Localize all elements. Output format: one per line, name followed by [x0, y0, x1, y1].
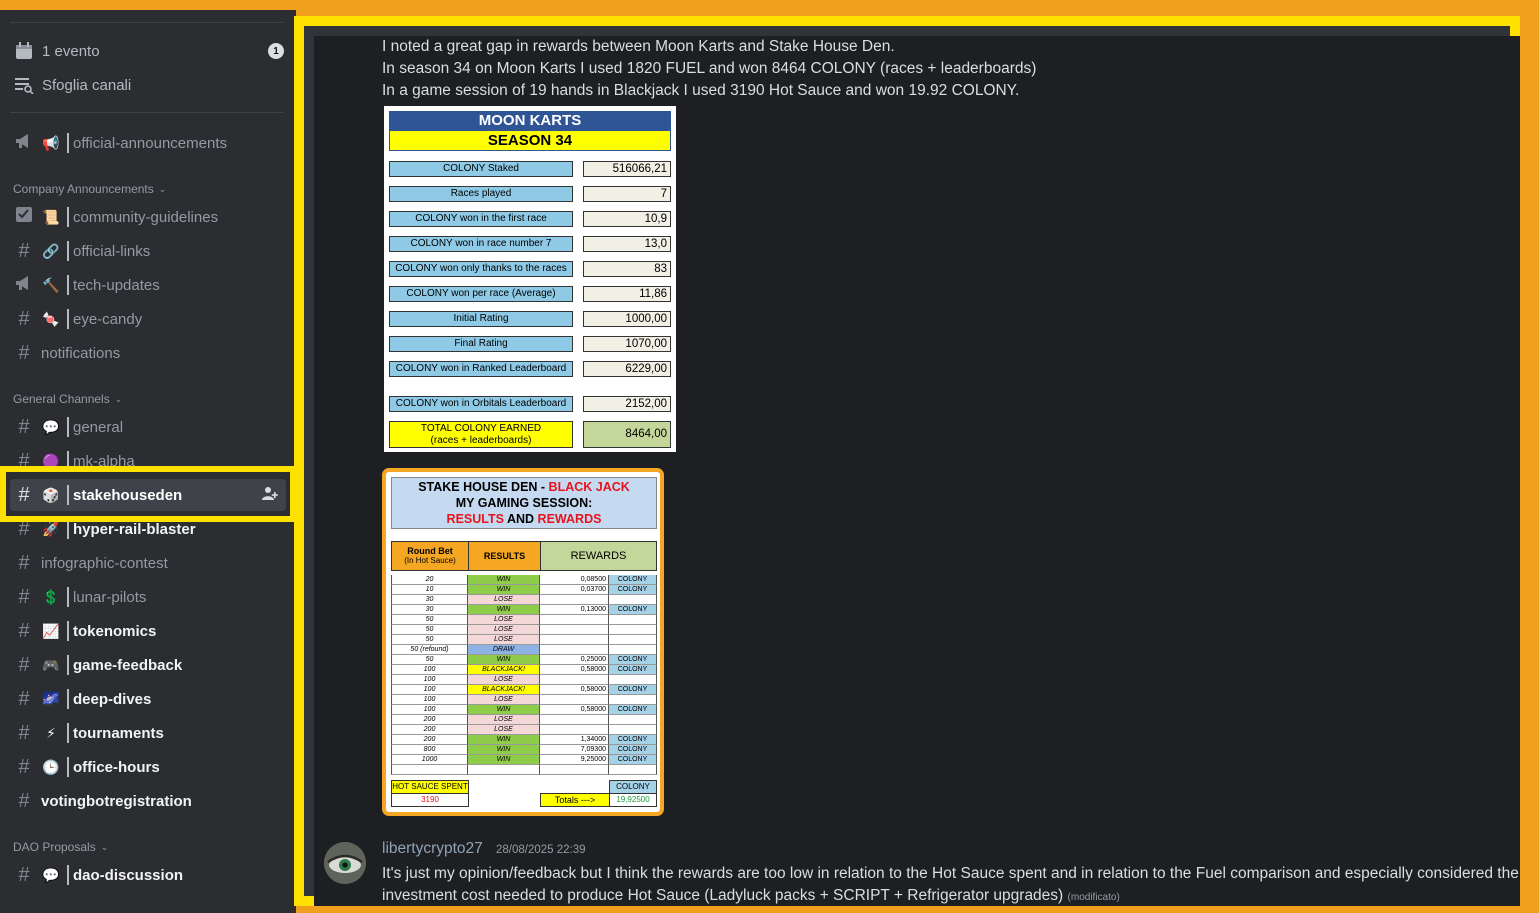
channel-name: tournaments — [73, 724, 164, 742]
channel-name: infographic-contest — [41, 554, 168, 572]
sh-cell-result: WIN — [468, 655, 540, 665]
separator-bar — [67, 241, 69, 261]
sh-cell-result: LOSE — [468, 725, 540, 735]
sh-cell-result: WIN — [468, 745, 540, 755]
channel-official-links[interactable] — [10, 235, 286, 267]
mk-row-value: 7 — [583, 186, 671, 202]
browse-channels-item[interactable] — [14, 71, 284, 99]
table-row — [391, 665, 657, 675]
separator-bar — [67, 133, 69, 153]
sh-header-line1 — [392, 479, 656, 495]
sh-cell-reward: 7,09300 — [540, 745, 609, 755]
channel-tokenomics[interactable] — [10, 615, 286, 647]
sh-cell-reward: 0,58000 — [540, 685, 609, 695]
calendar-icon — [14, 41, 34, 61]
sh-cell-result: LOSE — [468, 615, 540, 625]
sh-cell-result: WIN — [468, 705, 540, 715]
channel-emoji: 🔨 — [42, 276, 60, 293]
sh-cell-currency: COLONY — [609, 745, 657, 755]
events-item[interactable] — [14, 37, 284, 65]
sh-cell-result: WIN — [468, 605, 540, 615]
sh-cell-bet: 10 — [391, 585, 468, 595]
sh-cell-currency — [609, 625, 657, 635]
sh-cell-currency — [609, 695, 657, 705]
sh-cell-result: WIN — [468, 755, 540, 765]
sh-cell-result: WIN — [468, 585, 540, 595]
sh-cell-reward — [540, 695, 609, 705]
hash-icon: # — [18, 483, 30, 506]
sh-cell-currency: COLONY — [609, 735, 657, 745]
sh-cell-bet: 100 — [391, 685, 468, 695]
table-row — [391, 725, 657, 735]
mk-row-label: COLONY won in Ranked Leaderboard — [389, 361, 573, 377]
mk-row-value: 83 — [583, 261, 671, 277]
chevron-down-icon: ⌄ — [100, 841, 109, 852]
sh-cell-bet: 800 — [391, 745, 468, 755]
sh-cell-reward — [540, 675, 609, 685]
table-row — [391, 745, 657, 755]
browse-channels-label: Sfoglia canali — [42, 76, 132, 94]
channel-emoji: 🎲 — [42, 486, 60, 503]
separator-bar — [67, 519, 69, 539]
table-row — [391, 645, 657, 655]
sh-cell-bet: 50 (refound) — [391, 645, 468, 655]
edited-tag: (modificato) — [1067, 892, 1120, 903]
message-line: It's just my opinion/feedback but I think the rewards are too low in relation to the Hot Sauce spent and in relation to the Fuel comparison and especially considered the — [382, 865, 1519, 882]
sh-cell-bet: 50 — [391, 635, 468, 645]
sh-cell-currency: COLONY — [609, 585, 657, 595]
sh-cell-bet: 30 — [391, 595, 468, 605]
table-row — [391, 595, 657, 605]
channel-deep-dives[interactable] — [10, 683, 286, 715]
hash-icon: # — [18, 653, 30, 676]
sh-cell-currency — [609, 725, 657, 735]
channel-name: dao-discussion — [73, 866, 184, 884]
sh-cell-bet: 200 — [391, 725, 468, 735]
channel-emoji: 📢 — [42, 134, 60, 151]
mk-row-value: 11,86 — [583, 286, 671, 302]
mk-row-value: 1070,00 — [583, 336, 671, 352]
sh-cell-reward: 0,03700 — [540, 585, 609, 595]
mk-row-value: 10,9 — [583, 211, 671, 227]
selected-channel-highlight — [0, 466, 296, 522]
sh-cell-bet: 100 — [391, 675, 468, 685]
channel-name: votingbotregistration — [41, 792, 192, 810]
sh-cell-reward: 0,58000 — [540, 665, 609, 675]
channel-name: tokenomics — [73, 622, 157, 640]
channel-sidebar — [0, 10, 296, 913]
sh-totals-currency: COLONY — [609, 780, 657, 794]
sh-col-bet-line1: Round Bet — [407, 546, 453, 556]
channel-name: notifications — [41, 344, 121, 362]
sh-cell-currency — [609, 615, 657, 625]
channel-name: eye-candy — [73, 310, 143, 328]
separator-bar — [67, 757, 69, 777]
separator-bar — [67, 723, 69, 743]
sh-cell-result: LOSE — [468, 625, 540, 635]
sh-cell-currency — [609, 645, 657, 655]
table-row — [391, 695, 657, 705]
sh-cell-result: LOSE — [468, 715, 540, 725]
sh-cell-currency — [609, 715, 657, 725]
separator-bar — [67, 655, 69, 675]
mk-row-label: COLONY Staked — [389, 161, 573, 177]
sh-cell-reward — [540, 645, 609, 655]
sidebar-divider — [10, 22, 284, 23]
channel-dao-discussion[interactable] — [10, 859, 286, 891]
sh-cell-reward: 9,25000 — [540, 755, 609, 765]
stake-house-session-image[interactable] — [382, 468, 664, 816]
sh-cell-currency — [609, 595, 657, 605]
sh-cell-reward: 0,25000 — [540, 655, 609, 665]
sh-header — [391, 477, 657, 529]
mk-row-label: COLONY won per race (Average) — [389, 286, 573, 302]
channel-name: office-hours — [73, 758, 160, 776]
sh-cell-reward — [540, 725, 609, 735]
channel-eye-candy[interactable] — [10, 303, 286, 335]
sh-cell-reward — [540, 635, 609, 645]
browse-list-icon — [14, 75, 34, 95]
sh-cell-reward — [540, 615, 609, 625]
category-company-announcements[interactable] — [13, 180, 166, 198]
chat-area — [314, 36, 1520, 906]
hash-icon: # — [18, 449, 30, 472]
message-line: I noted a great gap in rewards between Moon Karts and Stake House Den. — [382, 38, 895, 55]
sh-cell-currency: COLONY — [609, 665, 657, 675]
hash-icon: # — [18, 239, 30, 262]
mk-total-label-line1: TOTAL COLONY EARNED — [420, 423, 542, 434]
sh-header-line2: MY GAMING SESSION: — [455, 496, 593, 510]
sh-cell-bet: 200 — [391, 735, 468, 745]
sh-cell-result: WIN — [468, 575, 540, 585]
sh-cell-reward — [540, 765, 609, 775]
channel-emoji: 🟣 — [42, 452, 60, 469]
sh-cell-currency: COLONY — [609, 605, 657, 615]
message-line-text: investment cost needed to produce Hot Sauce (Ladyluck packs + SCRIPT + Refrigerator upgrades) — [382, 887, 1064, 904]
message-timestamp: 28/08/2025 22:39 — [496, 844, 586, 856]
channel-game-feedback[interactable] — [10, 649, 286, 681]
sh-cell-result: BLACKJACK! — [468, 665, 540, 675]
sh-cell-bet: 100 — [391, 705, 468, 715]
mk-total-value: 8464,00 — [583, 421, 671, 448]
message-line — [382, 885, 1120, 906]
channel-emoji: 🎮 — [42, 656, 60, 673]
events-label: 1 evento — [42, 42, 100, 60]
sh-totals-label: Totals ---> — [540, 793, 610, 807]
table-row — [391, 605, 657, 615]
sh-totals-value: 19,92500 — [609, 793, 657, 807]
mk-row-value: 2152,00 — [583, 396, 671, 412]
channel-name: game-feedback — [73, 656, 183, 674]
category-dao-proposals[interactable] — [13, 838, 108, 856]
mk-total-label — [389, 421, 573, 448]
table-row — [391, 585, 657, 595]
sh-header-text-red: BLACK JACK — [548, 480, 630, 494]
hash-icon: # — [18, 687, 30, 710]
channel-infographic-contest[interactable] — [10, 547, 286, 579]
table-row — [391, 765, 657, 775]
rules-checkbox-icon — [13, 205, 35, 229]
sh-cell-result: LOSE — [468, 695, 540, 705]
sh-cell-currency — [609, 635, 657, 645]
message-line: In season 34 on Moon Karts I used 1820 FUEL and won 8464 COLONY (races + leaderboards) — [382, 60, 1037, 77]
sh-cell-result: DRAW — [468, 645, 540, 655]
sidebar-divider — [10, 112, 284, 113]
separator-bar — [67, 309, 69, 329]
table-row — [391, 675, 657, 685]
sh-cell-currency: COLONY — [609, 575, 657, 585]
channel-emoji: 🕒 — [42, 758, 60, 775]
sh-cell-bet: 1000 — [391, 755, 468, 765]
channel-emoji: 🔗 — [42, 242, 60, 259]
mk-title: MOON KARTS — [389, 111, 671, 131]
separator-bar — [67, 865, 69, 885]
sh-cell-result: WIN — [468, 735, 540, 745]
hash-icon: # — [18, 789, 30, 812]
sh-hot-sauce-label: HOT SAUCE SPENT — [391, 780, 469, 794]
message-username[interactable]: libertycrypto27 — [382, 840, 483, 857]
moon-karts-stats-image[interactable] — [384, 106, 676, 452]
mk-row-label: COLONY won in race number 7 — [389, 236, 573, 252]
sh-header-text: AND — [503, 512, 538, 526]
hash-icon: # — [18, 517, 30, 540]
channel-community-guidelines[interactable] — [10, 201, 286, 233]
sh-cell-currency: COLONY — [609, 705, 657, 715]
hash-icon: # — [18, 721, 30, 744]
sh-header-text: STAKE HOUSE DEN - — [418, 480, 549, 494]
chevron-down-icon: ⌄ — [158, 183, 167, 194]
channel-name: stakehouseden — [73, 486, 183, 504]
channel-name: mk-alpha — [73, 452, 135, 470]
sh-cell-result: LOSE — [468, 635, 540, 645]
sh-col-rewards: REWARDS — [540, 541, 657, 571]
channel-emoji: 💬 — [42, 418, 60, 435]
sh-cell-reward — [540, 595, 609, 605]
hash-icon: # — [18, 551, 30, 574]
announcement-megaphone-icon — [13, 274, 35, 297]
sh-cell-result — [468, 765, 540, 775]
table-row — [391, 625, 657, 635]
sh-cell-result: LOSE — [468, 595, 540, 605]
channel-emoji: ⚡ — [46, 724, 56, 741]
hash-icon: # — [18, 863, 30, 886]
channel-name: lunar-pilots — [73, 588, 147, 606]
sh-hot-sauce-value: 3190 — [391, 793, 469, 807]
table-row — [391, 615, 657, 625]
channel-name: official-announcements — [73, 134, 227, 152]
message-line: In a game session of 19 hands in Blackjack I used 3190 Hot Sauce and won 19.92 COLONY. — [382, 82, 1020, 99]
chat-highlight-frame — [294, 16, 1520, 906]
hash-icon: # — [18, 307, 30, 330]
mk-season: SEASON 34 — [389, 131, 671, 151]
channel-general[interactable] — [10, 411, 286, 443]
channel-name: hyper-rail-blaster — [73, 520, 196, 538]
mk-row-label: COLONY won in the first race — [389, 211, 573, 227]
sh-cell-bet: 50 — [391, 625, 468, 635]
mk-row-label: COLONY won in Orbitals Leaderboard — [389, 396, 573, 412]
sh-cell-reward: 0,13000 — [540, 605, 609, 615]
separator-bar — [67, 275, 69, 295]
channel-notifications[interactable] — [10, 337, 286, 369]
hash-icon: # — [18, 585, 30, 608]
channel-emoji: 🚀 — [42, 520, 60, 537]
category-label: General Channels — [13, 392, 110, 406]
sh-col-results: RESULTS — [468, 541, 541, 571]
category-general-channels[interactable] — [13, 390, 122, 408]
sh-cell-currency — [609, 765, 657, 775]
chevron-down-icon: ⌄ — [114, 393, 123, 404]
channel-lunar-pilots[interactable] — [10, 581, 286, 613]
mk-row-value: 6229,00 — [583, 361, 671, 377]
avatar[interactable] — [324, 842, 366, 884]
sh-cell-result: BLACKJACK! — [468, 685, 540, 695]
channel-tech-updates[interactable] — [10, 269, 286, 301]
separator-bar — [67, 621, 69, 641]
sh-cell-bet: 20 — [391, 575, 468, 585]
channel-office-hours[interactable] — [10, 751, 286, 783]
sh-col-bet — [391, 541, 469, 571]
table-row — [391, 685, 657, 695]
mk-row-label: Final Rating — [389, 336, 573, 352]
mk-row-value: 516066,21 — [583, 161, 671, 177]
channel-name: official-links — [73, 242, 151, 260]
sh-cell-currency: COLONY — [609, 755, 657, 765]
sh-cell-currency: COLONY — [609, 655, 657, 665]
sh-cell-currency: COLONY — [609, 685, 657, 695]
separator-bar — [67, 587, 69, 607]
channel-emoji: 🍬 — [42, 310, 60, 327]
sh-cell-reward: 0,08500 — [540, 575, 609, 585]
sh-cell-reward — [540, 625, 609, 635]
mk-row-value: 1000,00 — [583, 311, 671, 327]
sh-cell-reward: 0,58000 — [540, 705, 609, 715]
avatar-eye-icon — [324, 842, 366, 884]
mk-row-value: 13,0 — [583, 236, 671, 252]
sh-cell-bet: 100 — [391, 695, 468, 705]
events-badge: 1 — [268, 43, 284, 59]
channel-name: tech-updates — [73, 276, 160, 294]
table-row — [391, 715, 657, 725]
sh-header-line3 — [392, 511, 656, 527]
sh-header-text-red: REWARDS — [537, 512, 602, 526]
hash-icon: # — [18, 341, 30, 364]
channel-name: community-guidelines — [73, 208, 219, 226]
table-row — [391, 575, 657, 585]
category-label: DAO Proposals — [13, 840, 96, 854]
table-row — [391, 755, 657, 765]
mk-row-label: COLONY won only thanks to the races — [389, 261, 573, 277]
table-row — [391, 705, 657, 715]
sh-cell-bet: 30 — [391, 605, 468, 615]
table-row — [391, 735, 657, 745]
sh-cell-result: LOSE — [468, 675, 540, 685]
sh-cell-bet: 100 — [391, 665, 468, 675]
table-row — [391, 655, 657, 665]
channel-votingbotregistration[interactable] — [10, 785, 286, 817]
sh-cell-bet — [391, 765, 468, 775]
separator-bar — [67, 417, 69, 437]
separator-bar — [67, 689, 69, 709]
sh-cell-bet: 50 — [391, 615, 468, 625]
sh-cell-reward: 1,34000 — [540, 735, 609, 745]
sh-cell-bet: 50 — [391, 655, 468, 665]
hash-icon: # — [18, 755, 30, 778]
channel-emoji: 💲 — [42, 588, 60, 605]
mk-row-label: Initial Rating — [389, 311, 573, 327]
sh-header-text-red: RESULTS — [446, 512, 504, 526]
mk-total-label-line2: (races + leaderboards) — [430, 435, 532, 446]
channel-official-announcements[interactable] — [10, 127, 286, 159]
announcement-megaphone-icon — [13, 132, 35, 155]
sh-col-bet-line2: (In Hot Sauce) — [404, 556, 456, 565]
channel-tournaments[interactable] — [10, 717, 286, 749]
sh-cell-bet: 200 — [391, 715, 468, 725]
category-label: Company Announcements — [13, 182, 154, 196]
channel-emoji: 📜 — [42, 208, 60, 225]
sh-cell-currency — [609, 675, 657, 685]
channel-emoji: 💬 — [42, 866, 60, 883]
mk-row-label: Races played — [389, 186, 573, 202]
channel-emoji: 📈 — [42, 622, 60, 639]
channel-name: deep-dives — [73, 690, 152, 708]
channel-name: general — [73, 418, 124, 436]
separator-bar — [67, 207, 69, 227]
channel-emoji: 🌌 — [42, 690, 60, 707]
hash-icon: # — [18, 415, 30, 438]
hash-icon: # — [18, 619, 30, 642]
sh-cell-reward — [540, 715, 609, 725]
table-row — [391, 635, 657, 645]
